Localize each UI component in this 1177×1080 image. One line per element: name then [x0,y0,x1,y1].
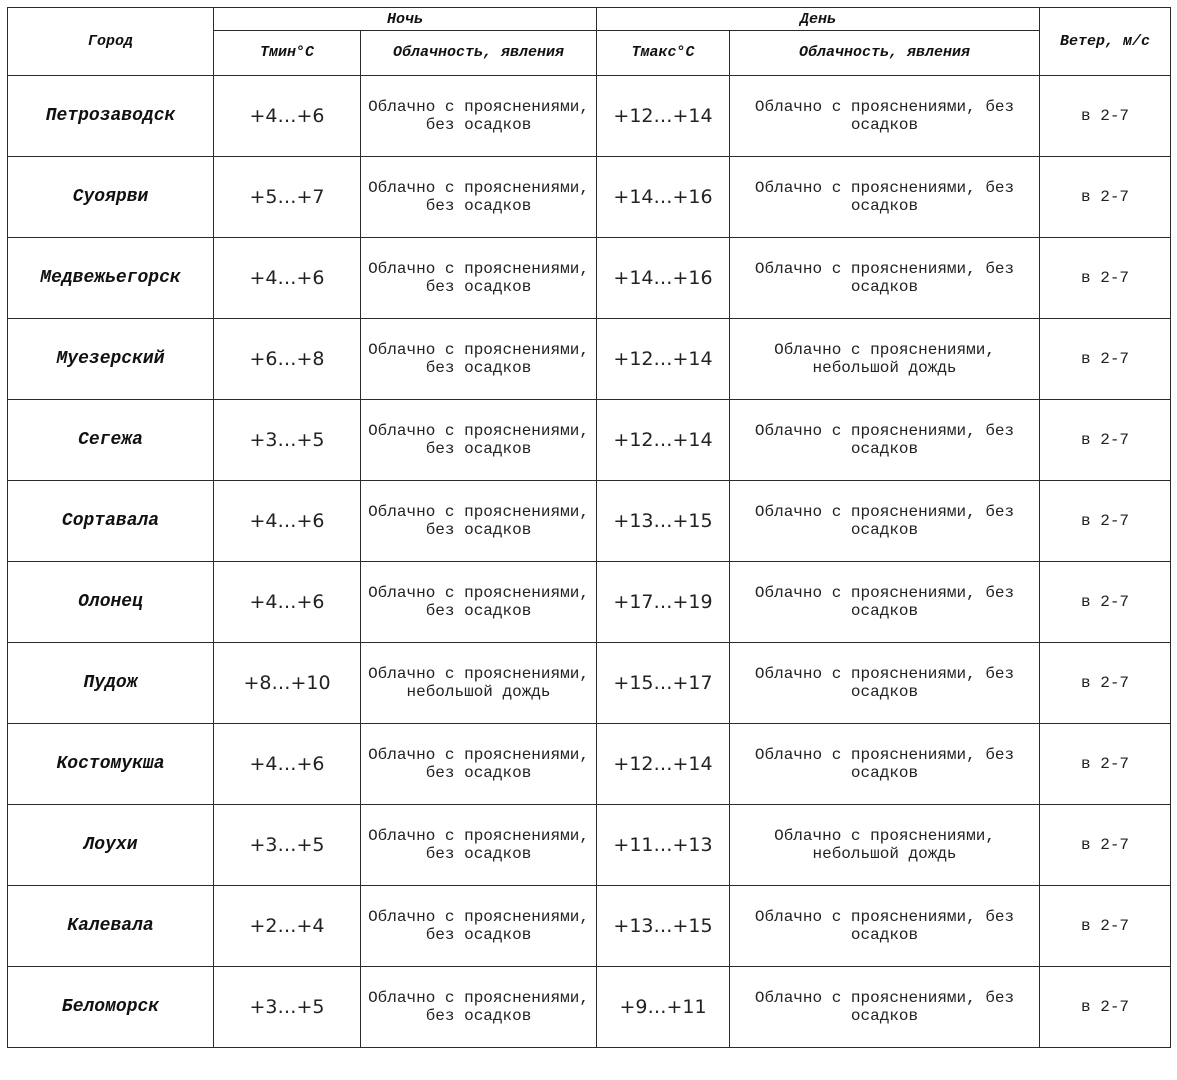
tmin-cell: +3…+5 [214,967,361,1048]
day-cloud-cell: Облачно с прояснениями, без осадков [730,76,1040,157]
forecast-body [8,76,1171,1048]
table-row [8,400,1171,481]
wind-cell: в 2-7 [1040,400,1171,481]
tmax-column-header: Тмакс°С [597,31,730,76]
night-cloud-cell: Облачно с прояснениями, без осадков [361,157,597,238]
day-cloud-cell: Облачно с прояснениями, небольшой дождь [730,805,1040,886]
night-cloud-cell: Облачно с прояснениями, без осадков [361,886,597,967]
city-cell: Лоухи [8,805,214,886]
tmin-cell: +3…+5 [214,805,361,886]
table-row [8,724,1171,805]
night-cloud-cell: Облачно с прояснениями, без осадков [361,400,597,481]
wind-cell: в 2-7 [1040,967,1171,1048]
city-cell: Сегежа [8,400,214,481]
day-cloud-cell: Облачно с прояснениями, без осадков [730,400,1040,481]
night-cloud-cell: Облачно с прояснениями, без осадков [361,562,597,643]
tmax-cell: +11…+13 [597,805,730,886]
day-cloud-cell: Облачно с прояснениями, небольшой дождь [730,319,1040,400]
wind-cell: в 2-7 [1040,886,1171,967]
tmax-cell: +15…+17 [597,643,730,724]
night-group-header: Ночь [214,8,597,31]
wind-column-header: Ветер, м/с [1040,8,1171,76]
city-cell: Костомукша [8,724,214,805]
tmax-cell: +12…+14 [597,76,730,157]
city-cell: Суоярви [8,157,214,238]
tmin-cell: +5…+7 [214,157,361,238]
wind-cell: в 2-7 [1040,481,1171,562]
forecast-table [7,7,1171,1048]
tmin-cell: +8…+10 [214,643,361,724]
table-row [8,319,1171,400]
tmax-cell: +12…+14 [597,400,730,481]
table-row [8,238,1171,319]
day-cloud-cell: Облачно с прояснениями, без осадков [730,481,1040,562]
table-row [8,967,1171,1048]
city-column-header: Город [8,8,214,76]
tmin-cell: +2…+4 [214,886,361,967]
night-cloud-cell: Облачно с прояснениями, без осадков [361,238,597,319]
tmax-cell: +12…+14 [597,724,730,805]
day-cloud-column-header: Облачность, явления [730,31,1040,76]
city-cell: Медвежьегорск [8,238,214,319]
tmax-cell: +12…+14 [597,319,730,400]
city-cell: Беломорск [8,967,214,1048]
header-row-top [8,8,1171,31]
wind-cell: в 2-7 [1040,643,1171,724]
day-cloud-cell: Облачно с прояснениями, без осадков [730,238,1040,319]
day-cloud-cell: Облачно с прояснениями, без осадков [730,643,1040,724]
day-cloud-cell: Облачно с прояснениями, без осадков [730,967,1040,1048]
night-cloud-cell: Облачно с прояснениями, без осадков [361,724,597,805]
table-row [8,805,1171,886]
tmax-cell: +13…+15 [597,481,730,562]
wind-cell: в 2-7 [1040,319,1171,400]
tmin-cell: +4…+6 [214,562,361,643]
table-row [8,643,1171,724]
tmin-cell: +3…+5 [214,400,361,481]
night-cloud-cell: Облачно с прояснениями, без осадков [361,481,597,562]
night-cloud-cell: Облачно с прояснениями, небольшой дождь [361,643,597,724]
tmax-cell: +14…+16 [597,157,730,238]
night-cloud-cell: Облачно с прояснениями, без осадков [361,805,597,886]
day-cloud-cell: Облачно с прояснениями, без осадков [730,157,1040,238]
table-row [8,157,1171,238]
table-row [8,76,1171,157]
wind-cell: в 2-7 [1040,724,1171,805]
city-cell: Сортавала [8,481,214,562]
table-row [8,562,1171,643]
wind-cell: в 2-7 [1040,238,1171,319]
day-cloud-cell: Облачно с прояснениями, без осадков [730,562,1040,643]
tmin-column-header: Тмин°С [214,31,361,76]
wind-cell: в 2-7 [1040,562,1171,643]
tmin-cell: +4…+6 [214,724,361,805]
night-cloud-cell: Облачно с прояснениями, без осадков [361,76,597,157]
night-cloud-column-header: Облачность, явления [361,31,597,76]
wind-cell: в 2-7 [1040,157,1171,238]
city-cell: Олонец [8,562,214,643]
day-group-header: День [597,8,1040,31]
tmax-cell: +9…+11 [597,967,730,1048]
city-cell: Петрозаводск [8,76,214,157]
tmin-cell: +4…+6 [214,481,361,562]
day-cloud-cell: Облачно с прояснениями, без осадков [730,724,1040,805]
tmin-cell: +4…+6 [214,76,361,157]
city-cell: Муезерский [8,319,214,400]
tmax-cell: +17…+19 [597,562,730,643]
tmax-cell: +13…+15 [597,886,730,967]
city-cell: Калевала [8,886,214,967]
tmin-cell: +6…+8 [214,319,361,400]
table-row [8,886,1171,967]
tmax-cell: +14…+16 [597,238,730,319]
night-cloud-cell: Облачно с прояснениями, без осадков [361,967,597,1048]
day-cloud-cell: Облачно с прояснениями, без осадков [730,886,1040,967]
city-cell: Пудож [8,643,214,724]
tmin-cell: +4…+6 [214,238,361,319]
wind-cell: в 2-7 [1040,76,1171,157]
wind-cell: в 2-7 [1040,805,1171,886]
night-cloud-cell: Облачно с прояснениями, без осадков [361,319,597,400]
table-row [8,481,1171,562]
